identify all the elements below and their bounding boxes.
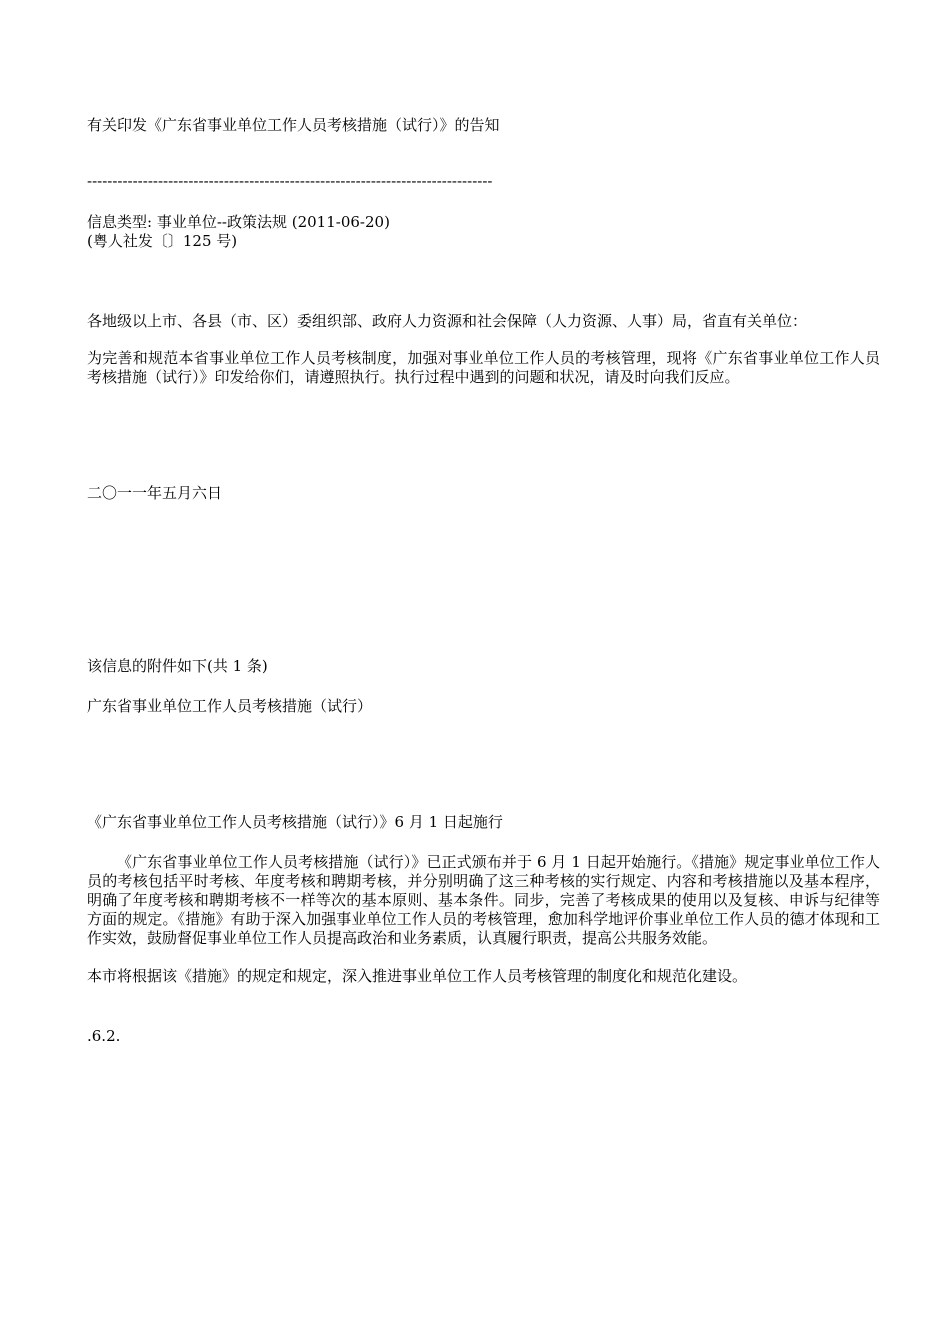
news-title: 《广东省事业单位工作人员考核措施（试行）》6 月 1 日起施行 [87, 813, 503, 831]
news-paragraph-2: 本市将根据该《措施》的规定和规定，深入推进事业单位工作人员考核管理的制度化和规范化建设。 [87, 967, 748, 985]
attachments-header: 该信息的附件如下(共 1 条) [87, 657, 268, 675]
footer-date: .6.2. [87, 1027, 121, 1045]
addressee: 各地级以上市、各县（市、区）委组织部、政府人力资源和社会保障（人力资源、人事）局，省直有关单位： [87, 312, 808, 330]
notice-title: 有关印发《广东省事业单位工作人员考核措施（试行）》的告知 [87, 116, 500, 134]
info-type: 信息类型: 事业单位--政策法规 (2011-06-20) [87, 213, 390, 231]
divider-line: -------------------------------------------------------------------------------- [87, 172, 493, 190]
notice-date: 二〇一一年五月六日 [87, 484, 223, 502]
doc-number: (粤人社发〔〕125 号) [87, 232, 238, 250]
attachment-link[interactable]: 广东省事业单位工作人员考核措施（试行） [87, 697, 373, 715]
notice-body: 为完善和规范本省事业单位工作人员考核制度，加强对事业单位工作人员的考核管理，现将《广东省事业单位工作人员考核措施（试行）》印发给你们，请遵照执行。执行过程中遇到的问题和状况，请及时向我们反应。 [87, 349, 880, 386]
news-paragraph-1: 《广东省事业单位工作人员考核措施（试行）》已正式颁布并于 6 月 1 日起开始施行。《措施》规定事业单位工作人员的考核包括平时考核、年度考核和聘期考核，并分别明确了这三种考核的实行规定、内容和考核措施以及基本程序，明确了年度考核和聘期考核不一样等次的基本原则、基本条件。同步，完善了考核成果的使用以及复核、申诉与纪律等方面的规定。《措施》有助于深入加强事业单位工作人员的考核管理，愈加科学地评价事业单位工作人员的德才体现和工作实效，鼓励督促事业单位工作人员提高政治和业务素质，认真履行职责，提高公共服务效能。 [87, 853, 880, 947]
